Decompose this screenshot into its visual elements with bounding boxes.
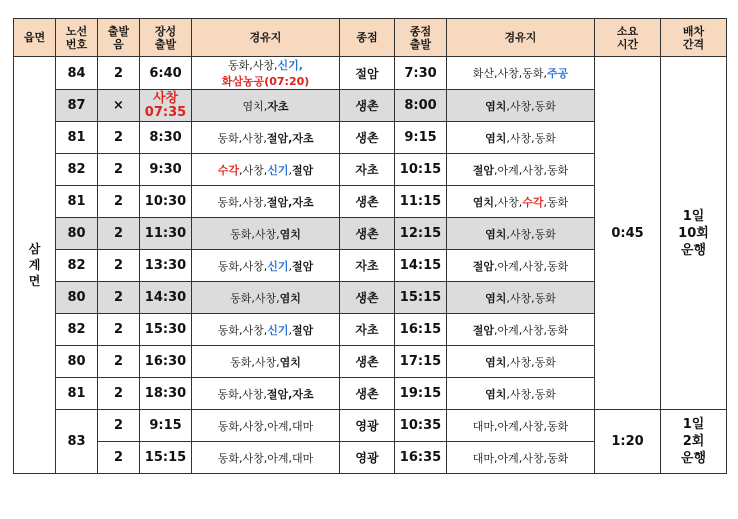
via-segment: 수각 (217, 163, 239, 177)
via-segment: ,사창,동화 (506, 355, 556, 369)
terminus-departure-cell: 19:15 (395, 378, 447, 410)
via-segment: , (288, 323, 292, 337)
departure-time-cell: 사창 07:35 (140, 90, 192, 122)
via-segment: 신기 (267, 163, 289, 177)
header-via-return: 경유지 (447, 19, 595, 57)
via-segment: 절암,자초 (266, 131, 314, 145)
route-number-cell: 80 (56, 346, 98, 378)
via-segment: 절암 (292, 323, 314, 337)
departure-time-cell: 15:15 (140, 442, 192, 474)
departure-time-cell: 9:15 (140, 410, 192, 442)
table-row (14, 410, 727, 442)
terminus-departure-cell: 17:15 (395, 346, 447, 378)
interval-cell: 1일 10회 운행 (661, 57, 727, 410)
header-duration: 소요 시간 (595, 19, 661, 57)
terminus-cell: 생촌 (340, 282, 395, 314)
via-segment: 절암,자초 (266, 195, 314, 209)
via-segment: ,사창,동화 (506, 387, 556, 401)
departure-point-cell: 2 (98, 346, 140, 378)
bus-timetable (13, 18, 727, 474)
via-return-cell (447, 122, 595, 154)
via-outbound-cell (192, 282, 340, 314)
via-segment: ,사창, (494, 195, 523, 209)
via-segment: 염치 (485, 291, 507, 305)
header-interval: 배차 간격 (661, 19, 727, 57)
via-return-cell (447, 250, 595, 282)
departure-point-cell: 2 (98, 410, 140, 442)
via-segment: 염치 (472, 195, 494, 209)
via-segment: 동화,사창, (217, 195, 267, 209)
terminus-departure-cell: 10:35 (395, 410, 447, 442)
via-segment: 동화,사창, (230, 227, 280, 241)
departure-point-cell: 2 (98, 154, 140, 186)
terminus-departure-cell: 14:15 (395, 250, 447, 282)
via-outbound-cell (192, 410, 340, 442)
departure-time-cell: 13:30 (140, 250, 192, 282)
departure-point-cell: 2 (98, 442, 140, 474)
terminus-cell: 영광 (340, 442, 395, 474)
via-segment: ,아계,사창,동화 (494, 323, 569, 337)
departure-time-cell: 8:30 (140, 122, 192, 154)
departure-point-cell: 2 (98, 314, 140, 346)
route-number-cell: 87 (56, 90, 98, 122)
departure-point-cell: 2 (98, 57, 140, 90)
via-segment: 절암 (472, 163, 494, 177)
departure-point-cell: 2 (98, 378, 140, 410)
departure-point-cell: 2 (98, 186, 140, 218)
terminus-cell: 생촌 (340, 218, 395, 250)
via-return-cell (447, 346, 595, 378)
via-segment: 염치 (279, 227, 301, 241)
interval-cell: 1일 2회 운행 (661, 410, 727, 474)
via-return-cell (447, 57, 595, 90)
terminus-departure-cell: 11:15 (395, 186, 447, 218)
table-row (14, 57, 727, 90)
via-segment: 화삼농공(07:20) (221, 75, 310, 88)
duration-cell: 0:45 (595, 57, 661, 410)
via-segment: 염치 (279, 355, 301, 369)
terminus-departure-cell: 8:00 (395, 90, 447, 122)
terminus-departure-cell: 15:15 (395, 282, 447, 314)
via-segment: 동화,사창,아계,대마 (217, 419, 314, 433)
route-number-cell: 83 (56, 410, 98, 474)
via-segment: ,사창,동화 (506, 131, 556, 145)
via-segment: 동화,사창,아계,대마 (217, 451, 314, 465)
via-segment: 절암 (472, 323, 494, 337)
terminus-departure-cell: 16:35 (395, 442, 447, 474)
via-segment: 화산,사창,동화, (472, 67, 547, 80)
terminus-cell: 자초 (340, 250, 395, 282)
terminus-departure-cell: 7:30 (395, 57, 447, 90)
via-segment: 대마,아계,사창,동화 (472, 419, 569, 433)
via-return-cell (447, 154, 595, 186)
via-segment: 신기 (267, 259, 289, 273)
via-segment: 절암 (472, 259, 494, 273)
via-outbound-cell (192, 378, 340, 410)
terminus-cell: 생촌 (340, 90, 395, 122)
via-segment: 염치, (242, 99, 268, 113)
departure-time-cell: 6:40 (140, 57, 192, 90)
terminus-departure-cell: 12:15 (395, 218, 447, 250)
via-segment: 대마,아계,사창,동화 (472, 451, 569, 465)
departure-time-cell: 9:30 (140, 154, 192, 186)
header-terminus-departure: 종점 출발 (395, 19, 447, 57)
route-number-cell: 84 (56, 57, 98, 90)
route-number-cell: 81 (56, 378, 98, 410)
departure-point-cell: 2 (98, 250, 140, 282)
terminus-cell: 영광 (340, 410, 395, 442)
header-departure-point: 출발 음 (98, 19, 140, 57)
via-outbound-cell (192, 57, 340, 90)
via-return-cell (447, 410, 595, 442)
header-jangseong-departure: 장성 출발 (140, 19, 192, 57)
via-outbound-cell (192, 122, 340, 154)
via-segment: 동화,사창, (230, 355, 280, 369)
via-segment: 동화,사창, (230, 291, 280, 305)
via-segment: 동화,사창, (217, 131, 267, 145)
via-segment: 신기, (277, 59, 303, 72)
departure-time-cell: 15:30 (140, 314, 192, 346)
route-number-cell: 82 (56, 314, 98, 346)
header-row (14, 19, 727, 57)
departure-time-cell: 16:30 (140, 346, 192, 378)
departure-point-cell: 2 (98, 282, 140, 314)
route-number-cell: 82 (56, 154, 98, 186)
via-outbound-cell (192, 442, 340, 474)
terminus-cell: 자초 (340, 314, 395, 346)
route-number-cell: 81 (56, 186, 98, 218)
via-segment: 염치 (485, 387, 507, 401)
terminus-cell: 절암 (340, 57, 395, 90)
via-segment: 절암 (292, 163, 314, 177)
via-outbound-cell (192, 154, 340, 186)
via-segment: , (288, 163, 292, 177)
via-segment: 염치 (485, 99, 507, 113)
via-segment: 신기 (267, 323, 289, 337)
header-route-number: 노선 번호 (56, 19, 98, 57)
via-segment: 동화,사창, (217, 387, 267, 401)
route-number-cell: 82 (56, 250, 98, 282)
via-segment: 동화,사창, (228, 59, 278, 72)
timetable-body (14, 57, 727, 474)
via-segment: 염치 (279, 291, 301, 305)
via-segment: ,사창,동화 (506, 227, 556, 241)
via-segment: 절암 (292, 259, 314, 273)
via-segment: 절암,자초 (266, 387, 314, 401)
route-number-cell: 80 (56, 218, 98, 250)
departure-point-cell: 2 (98, 122, 140, 154)
header-via-outbound: 경유지 (192, 19, 340, 57)
header-terminus: 종점 (340, 19, 395, 57)
departure-time-cell: 11:30 (140, 218, 192, 250)
via-segment: 염치 (485, 131, 507, 145)
via-segment: 염치 (485, 355, 507, 369)
header-region: 읍면 (14, 19, 56, 57)
route-number-cell: 81 (56, 122, 98, 154)
via-return-cell (447, 186, 595, 218)
via-return-cell (447, 314, 595, 346)
via-segment: ,사창,동화 (506, 291, 556, 305)
terminus-departure-cell: 10:15 (395, 154, 447, 186)
departure-point-cell: × (98, 90, 140, 122)
via-outbound-cell (192, 186, 340, 218)
via-return-cell (447, 378, 595, 410)
via-segment: 주공 (546, 67, 569, 80)
via-segment: ,아계,사창,동화 (494, 259, 569, 273)
via-return-cell (447, 442, 595, 474)
terminus-departure-cell: 16:15 (395, 314, 447, 346)
departure-time-cell: 18:30 (140, 378, 192, 410)
duration-cell: 1:20 (595, 410, 661, 474)
via-segment: ,사창,동화 (506, 99, 556, 113)
via-return-cell (447, 282, 595, 314)
departure-time-cell: 14:30 (140, 282, 192, 314)
route-number-cell: 80 (56, 282, 98, 314)
terminus-cell: 생촌 (340, 378, 395, 410)
via-segment: 염치 (485, 227, 507, 241)
via-segment: 동화,사창, (217, 259, 268, 273)
via-segment: 수각 (522, 195, 544, 209)
via-outbound-cell (192, 346, 340, 378)
via-outbound-cell (192, 314, 340, 346)
terminus-cell: 자초 (340, 154, 395, 186)
via-outbound-cell (192, 218, 340, 250)
via-segment: ,동화 (543, 195, 569, 209)
departure-time-cell: 10:30 (140, 186, 192, 218)
via-segment: ,아계,사창,동화 (494, 163, 569, 177)
terminus-cell: 생촌 (340, 186, 395, 218)
via-segment: , (288, 259, 292, 273)
departure-point-cell: 2 (98, 218, 140, 250)
region-cell: 삼 계 면 (14, 57, 56, 474)
via-return-cell (447, 218, 595, 250)
via-segment: 자초 (267, 99, 289, 113)
terminus-cell: 생촌 (340, 122, 395, 154)
via-return-cell (447, 90, 595, 122)
terminus-cell: 생촌 (340, 346, 395, 378)
via-segment: 동화,사창, (217, 323, 268, 337)
via-outbound-cell (192, 90, 340, 122)
via-segment: ,사창, (238, 163, 268, 177)
terminus-departure-cell: 9:15 (395, 122, 447, 154)
via-outbound-cell (192, 250, 340, 282)
